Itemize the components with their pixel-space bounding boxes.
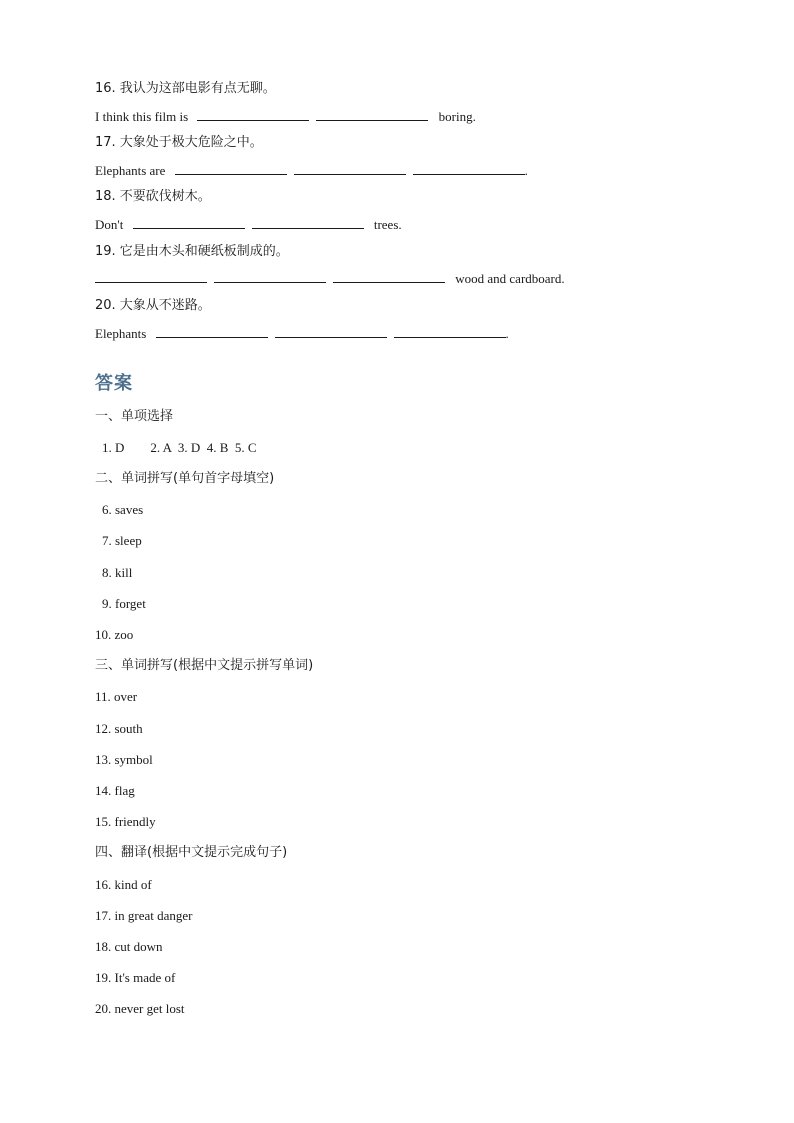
answer-item: 7. sleep <box>102 533 142 548</box>
question-20-post: . <box>505 326 509 341</box>
section-4-title: 四、翻译(根据中文提示完成句子) <box>95 845 288 860</box>
answer-item: 8. kill <box>102 565 133 580</box>
answer-item: 18. cut down <box>95 939 163 954</box>
answer-blank[interactable] <box>133 216 245 229</box>
answer-item: 20. never get lost <box>95 1001 185 1016</box>
answer-blank[interactable] <box>197 108 309 121</box>
question-17-sentence <box>95 162 528 179</box>
question-18-sentence <box>95 216 402 233</box>
answer-blank[interactable] <box>333 270 445 283</box>
answer-blank[interactable] <box>252 216 364 229</box>
section-3-title: 三、单词拼写(根据中文提示拼写单词) <box>95 658 314 673</box>
answer-item: 19. It's made of <box>95 970 176 985</box>
question-17-prompt: 17. 大象处于极大危险之中。 <box>95 135 263 150</box>
question-16-post: boring. <box>438 109 476 124</box>
section-2-title: 二、单词拼写(单句首字母填空) <box>95 471 275 486</box>
answer-item: 16. kind of <box>95 877 152 892</box>
answer-blank[interactable] <box>294 162 406 175</box>
answer-blank[interactable] <box>95 270 207 283</box>
answer-blank[interactable] <box>175 162 287 175</box>
answer-blank[interactable] <box>316 108 428 121</box>
answer-blank[interactable] <box>156 325 268 338</box>
question-19-prompt: 19. 它是由木头和硬纸板制成的。 <box>95 244 289 259</box>
question-19-sentence <box>95 270 565 287</box>
question-20-prompt: 20. 大象从不迷路。 <box>95 298 211 313</box>
answer-blank[interactable] <box>413 162 525 175</box>
mc-answers: 1. D 2. A 3. D 4. B 5. C <box>102 440 257 455</box>
answer-item: 17. in great danger <box>95 908 193 923</box>
answers-heading: 答案 <box>95 373 133 394</box>
question-17-pre: Elephants are <box>95 163 166 178</box>
question-20-sentence <box>95 325 509 342</box>
answer-item: 15. friendly <box>95 814 156 829</box>
section-1-title: 一、单项选择 <box>95 409 174 424</box>
answer-item: 14. flag <box>95 783 135 798</box>
answer-item: 9. forget <box>102 596 146 611</box>
answer-item: 12. south <box>95 721 143 736</box>
question-19-post: wood and cardboard. <box>455 271 565 286</box>
question-18-pre: Don't <box>95 217 124 232</box>
answer-blank[interactable] <box>275 325 387 338</box>
question-16-sentence <box>95 108 476 125</box>
question-20-pre: Elephants <box>95 326 147 341</box>
answer-item: 13. symbol <box>95 752 153 767</box>
question-18-prompt: 18. 不要砍伐树木。 <box>95 189 211 204</box>
answer-item: 6. saves <box>102 502 144 517</box>
question-17-post: . <box>524 163 528 178</box>
question-16-prompt: 16. 我认为这部电影有点无聊。 <box>95 81 276 96</box>
answer-blank[interactable] <box>394 325 506 338</box>
question-16-pre: I think this film is <box>95 109 189 124</box>
question-18-post: trees. <box>373 217 402 232</box>
answer-blank[interactable] <box>214 270 326 283</box>
answer-item: 10. zoo <box>95 627 134 642</box>
answer-item: 11. over <box>95 689 138 704</box>
